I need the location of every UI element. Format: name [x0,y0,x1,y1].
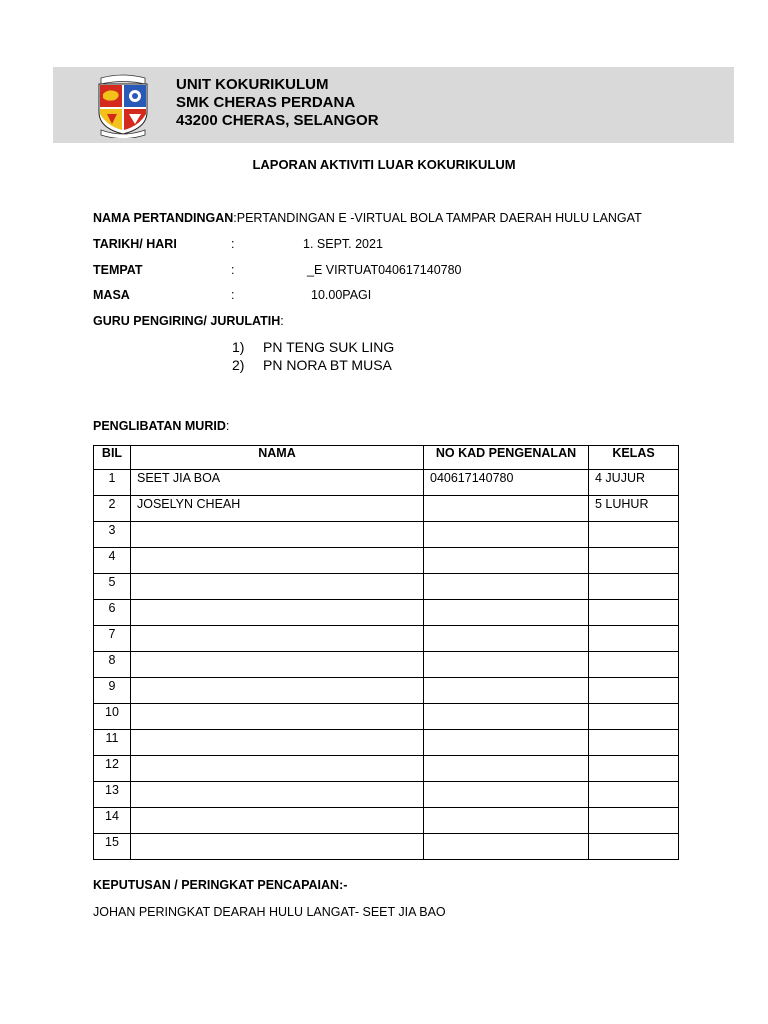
cell-bil: 1 [94,470,131,496]
column-header-nama: NAMA [131,446,424,470]
time-value: 10.00PAGI [311,288,372,302]
cell-bil: 8 [94,652,131,678]
cell-bil: 10 [94,704,131,730]
cell-ic [424,652,589,678]
cell-nama [131,756,424,782]
school-address: 43200 CHERAS, SELANGOR [176,112,379,129]
cell-bil: 12 [94,756,131,782]
column-header-bil: BIL [94,446,131,470]
table-row [94,834,679,860]
teacher-name: PN NORA BT MUSA [263,357,392,373]
table-row [94,522,679,548]
table-header-row [94,446,679,470]
cell-nama [131,574,424,600]
cell-nama [131,652,424,678]
cell-kelas [589,782,679,808]
competition-value: :PERTANDINGAN E -VIRTUAL BOLA TAMPAR DAERAH HULU LANGAT [233,211,642,225]
table-row [94,548,679,574]
cell-nama [131,808,424,834]
cell-nama: SEET JIA BOA [131,470,424,496]
cell-ic [424,522,589,548]
cell-kelas [589,704,679,730]
teacher-name: PN TENG SUK LING [263,339,395,355]
cell-ic [424,574,589,600]
cell-nama [131,600,424,626]
cell-ic [424,678,589,704]
teacher-number: 2) [232,357,245,373]
cell-bil: 2 [94,496,131,522]
teacher-item [232,339,394,355]
cell-kelas [589,548,679,574]
cell-nama [131,834,424,860]
cell-nama [131,678,424,704]
venue-label: TEMPAT [93,263,143,277]
cell-kelas [589,834,679,860]
result-value: JOHAN PERINGKAT DEARAH HULU LANGAT- SEET JIA BAO [93,905,446,919]
teachers-label: GURU PENGIRING/ JURULATIH [93,314,281,328]
report-title: LAPORAN AKTIVITI LUAR KOKURIKULUM [252,157,516,172]
cell-kelas [589,808,679,834]
table-row [94,496,679,522]
table-row [94,600,679,626]
teacher-number: 1) [232,339,245,355]
cell-nama [131,704,424,730]
cell-bil: 3 [94,522,131,548]
cell-bil: 7 [94,626,131,652]
cell-kelas [589,678,679,704]
column-header-kelas: KELAS [589,446,679,470]
cell-ic [424,756,589,782]
table-row [94,704,679,730]
cell-ic [424,704,589,730]
cell-bil: 14 [94,808,131,834]
table-row [94,756,679,782]
venue-value: _E VIRTUAT040617140780 [307,263,462,277]
school-crest-icon [95,72,151,138]
table-row [94,652,679,678]
teachers-label-line [93,314,284,328]
competition-field [93,211,642,225]
cell-ic [424,834,589,860]
cell-bil: 13 [94,782,131,808]
cell-nama: JOSELYN CHEAH [131,496,424,522]
cell-ic [424,548,589,574]
cell-kelas [589,730,679,756]
unit-name: UNIT KOKURIKULUM [176,76,329,93]
table-row [94,626,679,652]
header-band [53,67,734,143]
column-header-ic: NO KAD PENGENALAN [424,446,589,470]
competition-label: NAMA PERTANDINGAN [93,211,234,225]
time-label: MASA [93,288,130,302]
teacher-item [232,357,392,373]
cell-ic [424,496,589,522]
cell-kelas: 4 JUJUR [589,470,679,496]
cell-bil: 9 [94,678,131,704]
cell-nama [131,548,424,574]
cell-bil: 6 [94,600,131,626]
students-label-suffix: : [225,419,230,433]
cell-bil: 11 [94,730,131,756]
cell-bil: 15 [94,834,131,860]
cell-ic: 040617140780 [424,470,589,496]
students-label-line [93,419,229,433]
table-row [94,730,679,756]
cell-ic [424,808,589,834]
date-colon: : [231,237,235,251]
cell-ic [424,626,589,652]
school-name: SMK CHERAS PERDANA [176,94,356,111]
cell-kelas [589,522,679,548]
cell-kelas [589,756,679,782]
students-table [93,445,679,860]
cell-bil: 5 [94,574,131,600]
cell-nama [131,522,424,548]
date-label: TARIKH/ HARI [93,237,177,251]
cell-kelas [589,574,679,600]
cell-ic [424,782,589,808]
cell-kelas [589,600,679,626]
cell-nama [131,730,424,756]
cell-kelas [589,652,679,678]
teachers-label-suffix: : [280,314,284,328]
date-value: 1. SEPT. 2021 [303,237,383,251]
table-row [94,574,679,600]
table-row [94,782,679,808]
cell-nama [131,626,424,652]
time-colon: : [231,288,235,302]
cell-bil: 4 [94,548,131,574]
result-label: KEPUTUSAN / PERINGKAT PENCAPAIAN:- [93,878,348,892]
cell-ic [424,730,589,756]
cell-kelas: 5 LUHUR [589,496,679,522]
school-header [176,76,379,130]
table-row [94,470,679,496]
venue-colon: : [231,263,235,277]
cell-kelas [589,626,679,652]
cell-nama [131,782,424,808]
table-row [94,678,679,704]
students-label: PENGLIBATAN MURID [93,419,226,433]
table-row [94,808,679,834]
cell-ic [424,600,589,626]
